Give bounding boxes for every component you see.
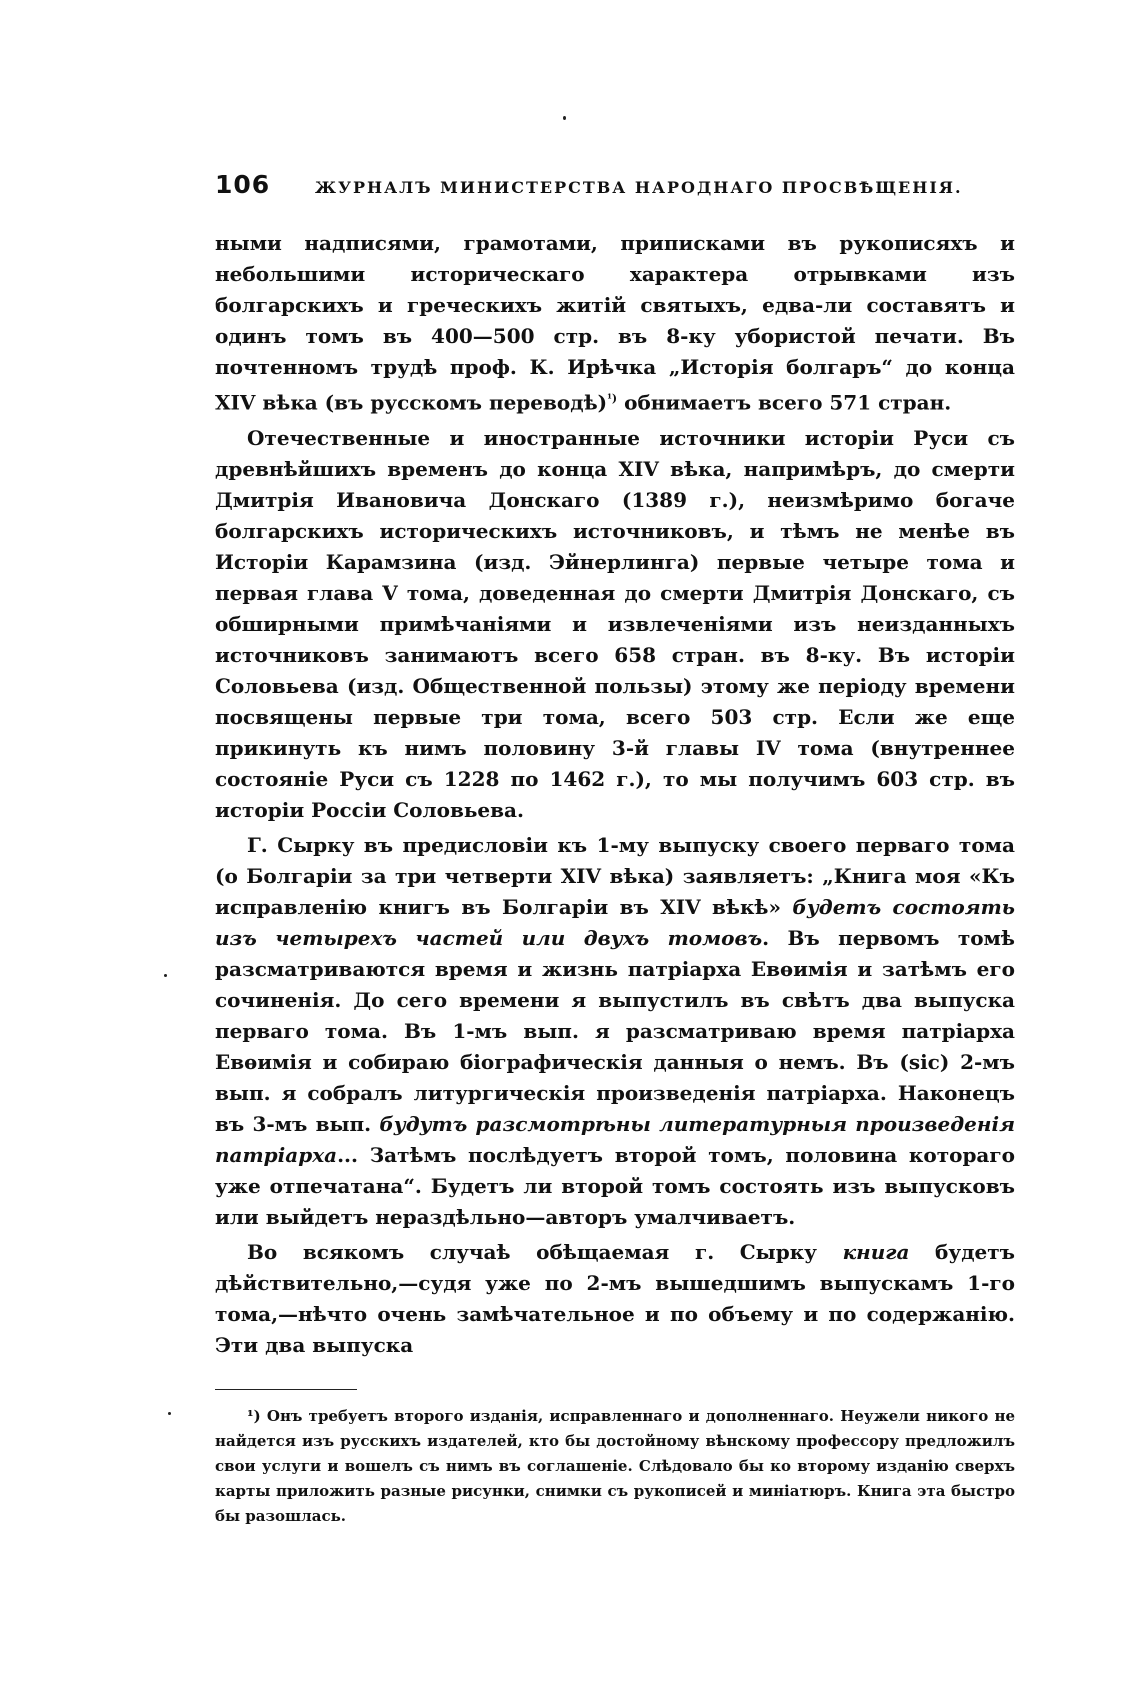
- paragraph-2: [215, 423, 1015, 826]
- page-header: [215, 170, 1015, 210]
- scan-speck: [168, 1412, 171, 1415]
- paragraph-3-text-c: ... Затѣмъ послѣдуетъ второй томъ, половина котораго уже отпечатана“. Будетъ ли второй томъ состоять изъ выпусковъ или выйдетъ нераздѣльно—авторъ умалчиваетъ.: [215, 1142, 1015, 1229]
- page-number: 106: [215, 170, 271, 199]
- footnote-mark: ¹): [247, 1406, 261, 1425]
- footnote-text: Онъ требуетъ второго изданія, исправленнаго и дополненнаго. Неужели никого не найдется изъ русскихъ издателей, кто бы достойному вѣнскому профессору предложилъ свои услуги и вошелъ съ нимъ въ соглашеніе. Слѣдовало бы ко второму изданію сверхъ карты приложить разные рисунки, снимки съ рукописей и миніатюръ. Книга эта быстро бы разошлась.: [215, 1406, 1015, 1525]
- paragraph-3-italic-a: будетъ состоять изъ четырехъ частей или двухъ томовъ: [215, 894, 1015, 950]
- paragraph-1: [215, 228, 1015, 419]
- paragraph-4-italic: книга: [842, 1239, 910, 1264]
- paragraph-1-text: ными надписями, грамотами, приписками въ рукописяхъ и небольшими историческаго характера отрывками изъ болгарскихъ и греческихъ житій святыхъ, едва-ли составятъ и одинъ томъ въ 400—500 стр. въ 8-ку убористой печати. Въ почтенномъ трудѣ проф. К. Ирѣчка „Исторія болгаръ“ до конца XIV вѣка (въ русскомъ переводѣ): [215, 231, 1015, 415]
- footnote-rule: [215, 1389, 357, 1390]
- scan-speck: [164, 974, 167, 977]
- running-title: ЖУРНАЛЪ МИНИСТЕРСТВА НАРОДНАГО ПРОСВѢЩЕНІЯ.: [315, 178, 963, 197]
- footnote: [215, 1404, 1015, 1529]
- paragraph-4-text-b: будетъ дѣйствительно,—судя уже по 2-мъ вышедшимъ выпускамъ 1-го тома,—нѣчто очень замѣчательное и по объему и по содержанію. Эти два выпуска: [215, 1239, 1015, 1357]
- paragraph-3-italic-b: будутъ разсмотрѣны литературныя произведенія патріарха: [215, 1111, 1016, 1167]
- paragraph-4: [215, 1237, 1015, 1361]
- paragraph-3: [215, 830, 1015, 1233]
- paragraph-4-text-a: Во всякомъ случаѣ обѣщаемая г. Сырку: [247, 1239, 843, 1264]
- paragraph-3-text-a: Г. Сырку въ предисловіи къ 1-му выпуску своего перваго тома (о Болгаріи за три четверти XIV вѣка) заявляетъ: „Книга моя «Къ исправленію книгъ въ Болгаріи въ XIV вѣкѣ»: [215, 832, 1015, 919]
- body-text: [215, 228, 1015, 1361]
- paragraph-1-text-after: обнимаетъ всего 571 стран.: [617, 390, 952, 415]
- footnote-ref: ¹): [607, 392, 618, 405]
- paragraph-2-text: Отечественные и иностранные источники исторіи Руси съ древнѣйшихъ временъ до конца XIV вѣка, напримѣръ, до смерти Дмитрія Ивановича Донскаго (1389 г.), неизмѣримо богаче болгарскихъ историческихъ источниковъ, и тѣмъ не менѣе въ Исторіи Карамзина (изд. Эйнерлинга) первые четыре тома и первая глава V тома, доведенная до смерти Дмитрія Донскаго, съ обширными примѣчаніями и извлеченіями изъ неизданныхъ источниковъ занимаютъ всего 658 стран. въ 8-ку. Въ исторіи Соловьева (изд. Общественной пользы) этому же періоду времени посвящены первые три тома, всего 503 стр. Если же еще прикинуть къ нимъ половину 3-й главы IV тома (внутреннее состояніе Руси съ 1228 по 1462 г.), то мы получимъ 603 стр. въ исторіи Россіи Соловьева.: [215, 425, 1015, 822]
- book-page: [215, 170, 1015, 1529]
- paragraph-3-text-b: . Въ первомъ томѣ разсматриваются время и жизнь патріарха Евѳимія и затѣмъ его сочиненія. До сего времени я выпустилъ въ свѣтъ два выпуска перваго тома. Въ 1-мъ вып. я разсматриваю время патріарха Евѳимія и собираю біографическія данныя о немъ. Въ (sic) 2-мъ вып. я собралъ литургическія произведенія патріарха. Наконецъ въ 3-мъ вып.: [215, 925, 1015, 1136]
- scan-speck: [563, 116, 566, 120]
